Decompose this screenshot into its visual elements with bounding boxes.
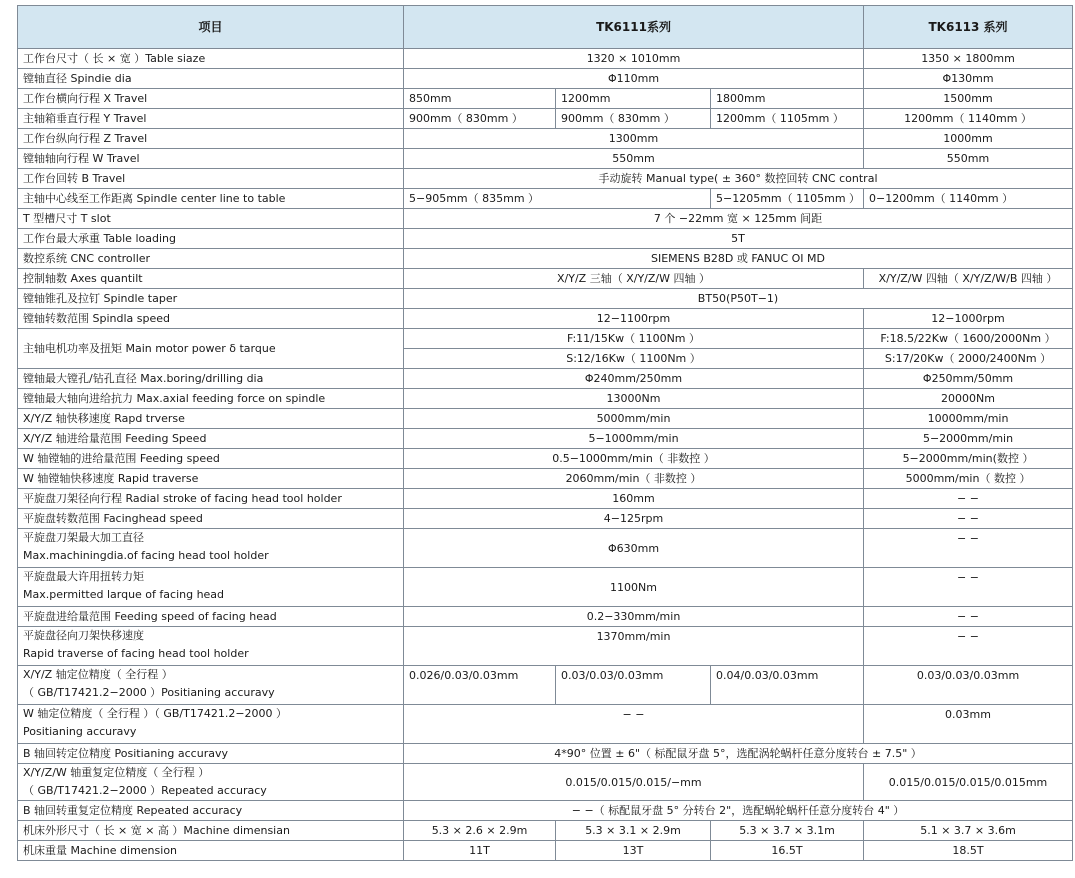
row-label: 镗轴直径 Spindie dia xyxy=(18,69,404,89)
tk6111-variant-3: 1800mm xyxy=(711,89,864,109)
tk6113-value: 1350 × 1800mm xyxy=(864,49,1073,69)
shared-value: 手动旋转 Manual type( ± 360° 数控回转 CNC contral xyxy=(404,169,1073,189)
tk6113-motor-f: F:18.5/22Kw（ 1600/2000Nm ） xyxy=(880,332,1056,345)
row-label xyxy=(18,568,404,607)
table-row xyxy=(18,129,1073,149)
tk6113-value: 1200mm（ 1140mm ） xyxy=(864,109,1073,129)
tk6111-variant-1: 11T xyxy=(404,841,556,861)
table-row xyxy=(18,149,1073,169)
tk6113-value: 1500mm xyxy=(864,89,1073,109)
table-row xyxy=(18,666,1073,705)
table-row xyxy=(18,801,1073,821)
row-label-cn: X/Y/Z/W 轴重复定位精度（ 全行程 ） xyxy=(23,766,210,779)
header-row xyxy=(18,6,1073,49)
row-label: 平旋盘进给量范围 Feeding speed of facing head xyxy=(18,607,404,627)
row-label-cn: W 轴定位精度（ 全行程 ）（ GB/T17421.2−2000 ） xyxy=(23,707,288,720)
tk6113-value: − − xyxy=(864,627,1073,666)
row-label: 镗轴锥孔及拉钉 Spindle taper xyxy=(18,289,404,309)
tk6111-value: 2060mm/min（ 非数控 ） xyxy=(404,469,864,489)
tk6111-variant-1: 900mm（ 830mm ） xyxy=(404,109,556,129)
tk6113-value: 5−2000mm/min xyxy=(864,429,1073,449)
tk6113-motor-s: S:17/20Kw（ 2000/2400Nm ） xyxy=(864,348,1072,368)
tk6111-value: 0.5−1000mm/min（ 非数控 ） xyxy=(404,449,864,469)
table-row xyxy=(18,409,1073,429)
tk6111-variant-2: 1200mm xyxy=(556,89,711,109)
tk6111-variant-1: 5.3 × 2.6 × 2.9m xyxy=(404,821,556,841)
tk6111-variant-2: 0.03/0.03/0.03mm xyxy=(556,666,711,705)
row-label: 工作台回转 B Travel xyxy=(18,169,404,189)
row-label: 机床外形尺寸（ 长 × 宽 × 高 ）Machine dimensian xyxy=(18,821,404,841)
table-row xyxy=(18,489,1073,509)
row-label xyxy=(18,529,404,568)
shared-value: 7 个 −22mm 宽 × 125mm 间距 xyxy=(404,209,1073,229)
row-label: 镗轴最大镗孔/钻孔直径 Max.boring/drilling dia xyxy=(18,369,404,389)
table-row xyxy=(18,764,1073,801)
tk6111-variant-3: 16.5T xyxy=(711,841,864,861)
row-label xyxy=(18,764,404,801)
table-row xyxy=(18,169,1073,189)
table-row xyxy=(18,469,1073,489)
row-label: 控制轴数 Axes quantilt xyxy=(18,269,404,289)
table-row xyxy=(18,109,1073,129)
tk6113-value: − − xyxy=(864,568,1073,607)
row-label-cn: 平旋盘最大许用扭转力矩 xyxy=(23,570,144,583)
tk6111-value: 4−125rpm xyxy=(404,509,864,529)
tk6111-variant-1: 0.026/0.03/0.03mm xyxy=(404,666,556,705)
row-label-en: Max.permitted larque of facing head xyxy=(23,588,225,601)
row-label: X/Y/Z 轴快移速度 Rapd trverse xyxy=(18,409,404,429)
row-label: 主轴中心线至工作距离 Spindle center line to table xyxy=(18,189,404,209)
tk6111-variant-3: 5.3 × 3.7 × 3.1m xyxy=(711,821,864,841)
row-label: 镗轴最大轴向进给抗力 Max.axial feeding force on spindle xyxy=(18,389,404,409)
tk6111-value: X/Y/Z 三轴（ X/Y/Z/W 四轴 ） xyxy=(404,269,864,289)
table-row xyxy=(18,89,1073,109)
tk6113-value: X/Y/Z/W 四轴（ X/Y/Z/W/B 四轴 ） xyxy=(864,269,1073,289)
table-row xyxy=(18,249,1073,269)
table-row xyxy=(18,49,1073,69)
table-row xyxy=(18,269,1073,289)
row-label-en: Rapid traverse of facing head tool holder xyxy=(23,647,249,660)
row-label-en: （ GB/T17421.2−2000 ）Positianing accuravy xyxy=(23,686,275,699)
table-row xyxy=(18,69,1073,89)
tk6113-value: 5−2000mm/min(数控 ） xyxy=(864,449,1073,469)
shared-value: SIEMENS B28D 或 FANUC OI MD xyxy=(404,249,1073,269)
tk6113-value: 0.015/0.015/0.015/0.015mm xyxy=(864,764,1073,801)
tk6113-value: − − xyxy=(864,607,1073,627)
table-row xyxy=(18,509,1073,529)
tk6111-variant-2: 5−1205mm（ 1105mm ） xyxy=(711,189,864,209)
row-label: 主轴电机功率及扭矩 Main motor power δ tarque xyxy=(18,329,404,369)
row-label xyxy=(18,627,404,666)
tk6111-value: 5−1000mm/min xyxy=(404,429,864,449)
row-label-en: Positianing accuravy xyxy=(23,725,137,738)
tk6113-motor xyxy=(864,329,1073,369)
row-label: 平旋盘刀架径向行程 Radial stroke of facing head tool holder xyxy=(18,489,404,509)
table-row xyxy=(18,289,1073,309)
row-label-cn: X/Y/Z 轴定位精度（ 全行程 ） xyxy=(23,668,173,681)
tk6113-value: 1000mm xyxy=(864,129,1073,149)
table-row xyxy=(18,627,1073,666)
table-row xyxy=(18,744,1073,764)
tk6113-value: 0.03/0.03/0.03mm xyxy=(864,666,1073,705)
tk6113-value: 10000mm/min xyxy=(864,409,1073,429)
row-label: 工作台纵向行程 Z Travel xyxy=(18,129,404,149)
row-label: 机床重量 Machine dimension xyxy=(18,841,404,861)
tk6113-value: 0−1200mm（ 1140mm ） xyxy=(864,189,1073,209)
table-row xyxy=(18,529,1073,568)
tk6113-value: 18.5T xyxy=(864,841,1073,861)
row-label-cn: 平旋盘刀架最大加工直径 xyxy=(23,531,144,544)
header-item: 项目 xyxy=(18,6,404,49)
tk6111-value: − − xyxy=(404,705,864,744)
tk6111-variant-1: 5−905mm（ 835mm ） xyxy=(404,189,711,209)
tk6113-value: 12−1000rpm xyxy=(864,309,1073,329)
table-row xyxy=(18,309,1073,329)
tk6111-value: 12−1100rpm xyxy=(404,309,864,329)
table-row xyxy=(18,449,1073,469)
tk6111-value: 1100Nm xyxy=(404,568,864,607)
tk6111-value: 13000Nm xyxy=(404,389,864,409)
shared-value: 4*90° 位置 ± 6"（ 标配鼠牙盘 5°，选配涡轮蜗杆任意分度转台 ± 7.5" ） xyxy=(404,744,1073,764)
tk6111-value: 0.015/0.015/0.015/−mm xyxy=(404,764,864,801)
tk6111-variant-2: 5.3 × 3.1 × 2.9m xyxy=(556,821,711,841)
tk6111-value: Φ240mm/250mm xyxy=(404,369,864,389)
tk6113-value: 550mm xyxy=(864,149,1073,169)
row-label: 数控系统 CNC controller xyxy=(18,249,404,269)
table-row xyxy=(18,329,1073,369)
tk6111-motor-f: F:11/15Kw（ 1100Nm ） xyxy=(566,332,701,345)
row-label: 主轴箱垂直行程 Y Travel xyxy=(18,109,404,129)
row-label: B 轴回转定位精度 Positianing accuravy xyxy=(18,744,404,764)
tk6111-motor xyxy=(404,329,864,369)
shared-value: 5T xyxy=(404,229,1073,249)
tk6111-value: 1300mm xyxy=(404,129,864,149)
spec-table-container xyxy=(17,5,1073,861)
header-tk6113: TK6113 系列 xyxy=(864,6,1073,49)
table-row xyxy=(18,189,1073,209)
row-label: 工作台最大承重 Table loading xyxy=(18,229,404,249)
row-label: X/Y/Z 轴进给量范围 Feeding Speed xyxy=(18,429,404,449)
shared-value: − −（ 标配鼠牙盘 5° 分转台 2"，选配蜗轮蜗杆任意分度转台 4" ） xyxy=(404,801,1073,821)
row-label: B 轴回转重复定位精度 Repeated accuracy xyxy=(18,801,404,821)
tk6111-value: Φ110mm xyxy=(404,69,864,89)
row-label: T 型槽尺寸 T slot xyxy=(18,209,404,229)
table-row xyxy=(18,568,1073,607)
row-label xyxy=(18,705,404,744)
table-row xyxy=(18,607,1073,627)
tk6111-motor-s: S:12/16Kw（ 1100Nm ） xyxy=(404,348,863,368)
tk6113-value: Φ130mm xyxy=(864,69,1073,89)
tk6113-value: − − xyxy=(864,489,1073,509)
spec-table xyxy=(17,5,1073,861)
row-label: W 轴镗轴快移速度 Rapid traverse xyxy=(18,469,404,489)
table-row xyxy=(18,429,1073,449)
table-row xyxy=(18,229,1073,249)
table-row xyxy=(18,369,1073,389)
tk6111-variant-2: 900mm（ 830mm ） xyxy=(556,109,711,129)
row-label-cn: 平旋盘径向刀架快移速度 xyxy=(23,629,144,642)
row-label: 工作台尺寸（ 长 × 宽 ）Table siaze xyxy=(18,49,404,69)
table-row xyxy=(18,389,1073,409)
table-row xyxy=(18,209,1073,229)
row-label: 工作台横向行程 X Travel xyxy=(18,89,404,109)
tk6111-variant-1: 850mm xyxy=(404,89,556,109)
row-label: 平旋盘转数范围 Facinghead speed xyxy=(18,509,404,529)
table-row xyxy=(18,841,1073,861)
tk6113-value: Φ250mm/50mm xyxy=(864,369,1073,389)
tk6111-value: 5000mm/min xyxy=(404,409,864,429)
row-label-en: Max.machiningdia.of facing head tool holder xyxy=(23,549,269,562)
tk6111-value: 1320 × 1010mm xyxy=(404,49,864,69)
tk6111-value: 1370mm/min xyxy=(404,627,864,666)
table-row xyxy=(18,821,1073,841)
tk6111-variant-3: 1200mm（ 1105mm ） xyxy=(711,109,864,129)
tk6113-value: 20000Nm xyxy=(864,389,1073,409)
shared-value: BT50(P50T−1) xyxy=(404,289,1073,309)
row-label-en: （ GB/T17421.2−2000 ）Repeated accuracy xyxy=(23,784,267,797)
row-label: W 轴镗轴的进给量范围 Feeding speed xyxy=(18,449,404,469)
header-tk6111: TK6111系列 xyxy=(404,6,864,49)
tk6113-value: 0.03mm xyxy=(864,705,1073,744)
tk6111-variant-2: 13T xyxy=(556,841,711,861)
tk6111-value: 550mm xyxy=(404,149,864,169)
tk6113-value: 5000mm/min（ 数控 ） xyxy=(864,469,1073,489)
row-label: 镗轴轴向行程 W Travel xyxy=(18,149,404,169)
row-label xyxy=(18,666,404,705)
tk6111-value: 0.2−330mm/min xyxy=(404,607,864,627)
table-row xyxy=(18,705,1073,744)
tk6111-variant-3: 0.04/0.03/0.03mm xyxy=(711,666,864,705)
row-label: 镗轴转数范围 Spindla speed xyxy=(18,309,404,329)
tk6111-value: 160mm xyxy=(404,489,864,509)
tk6113-value: − − xyxy=(864,529,1073,568)
tk6113-value: − − xyxy=(864,509,1073,529)
tk6111-value: Φ630mm xyxy=(404,529,864,568)
tk6113-value: 5.1 × 3.7 × 3.6m xyxy=(864,821,1073,841)
